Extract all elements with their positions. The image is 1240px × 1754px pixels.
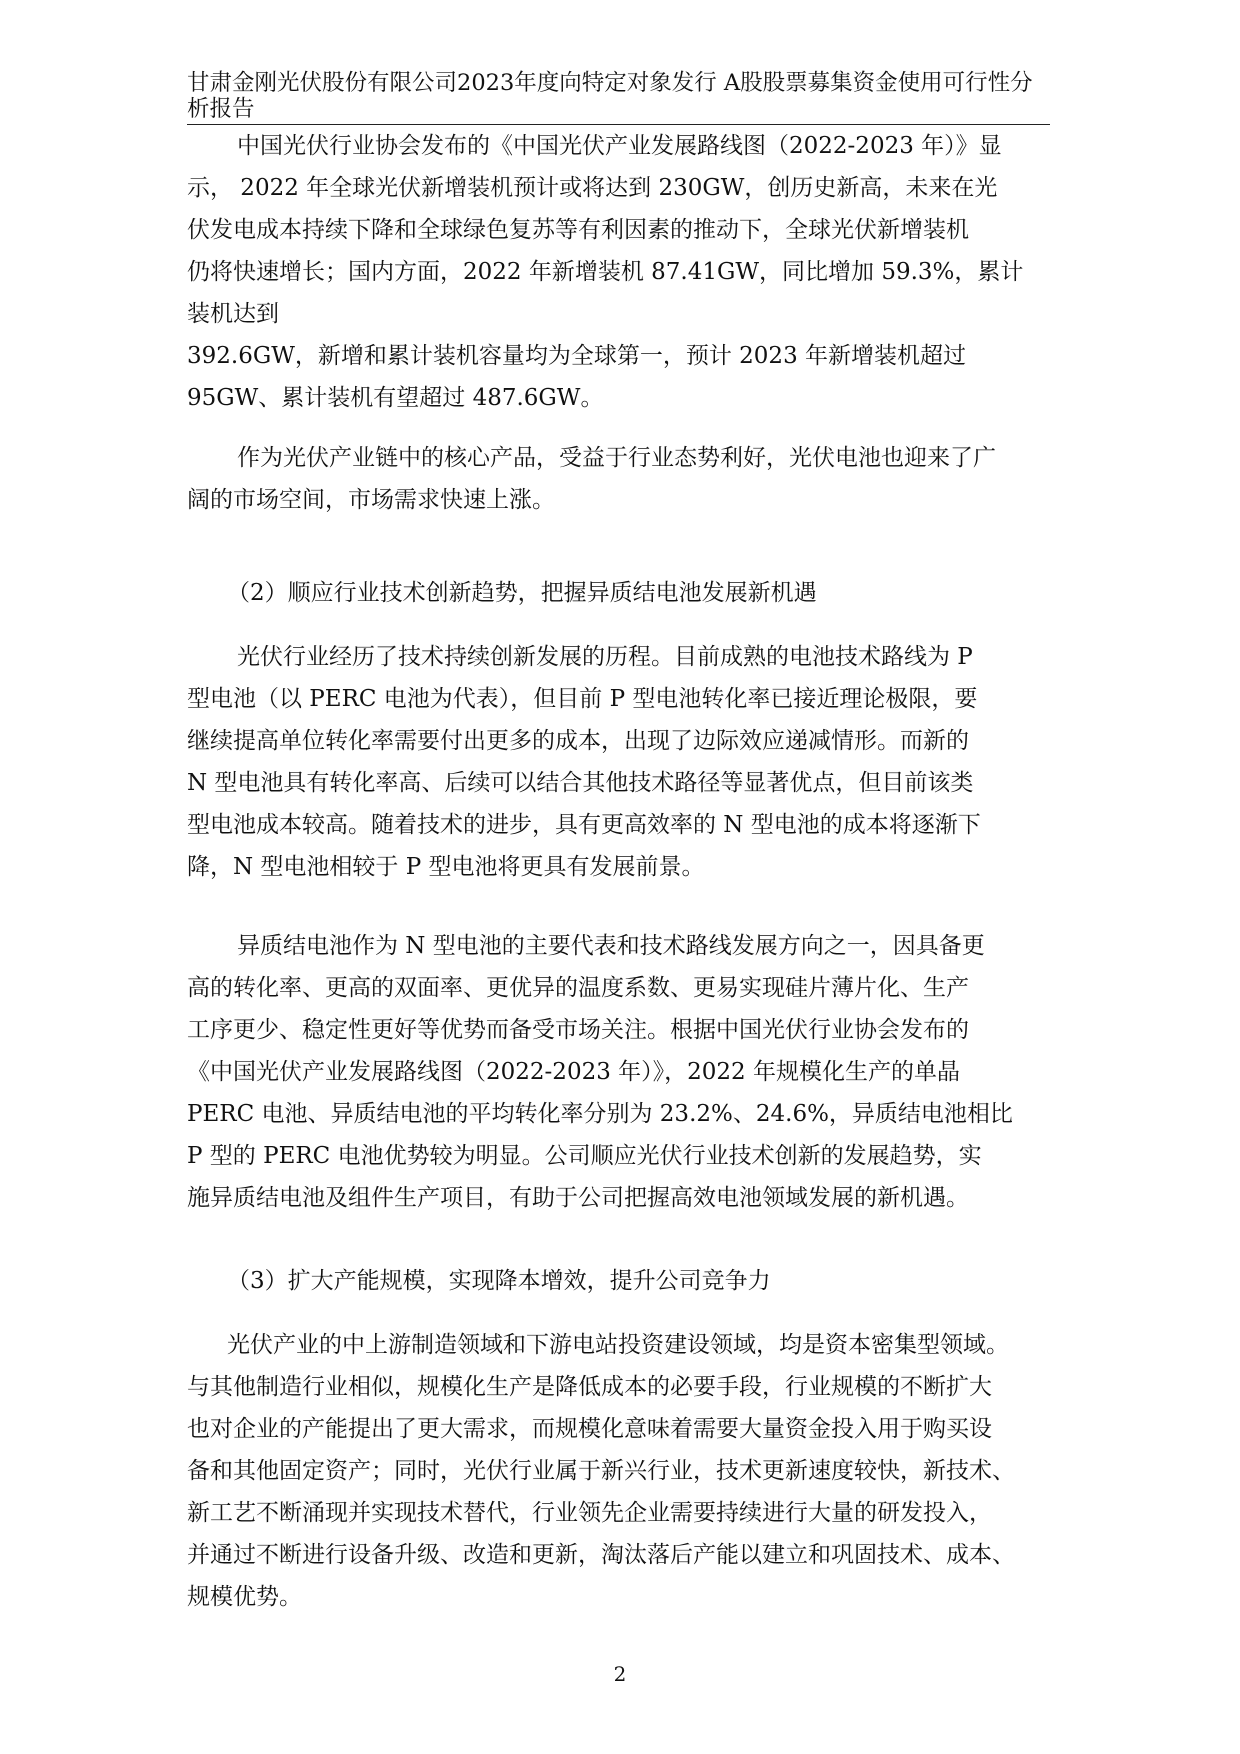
text-line: 施异质结电池及组件生产项目，有助于公司把握高效电池领域发展的新机遇。 (187, 1185, 969, 1211)
text-line: 备和其他固定资产；同时，光伏行业属于新兴行业，技术更新速度较快，新技术、 (187, 1458, 1015, 1484)
text-line: 仍将快速增长；国内方面，2022 年新增装机 87.41GW，同比增加 59.3%，累计 (187, 259, 1024, 285)
text-line: 《中国光伏产业发展路线图（2022-2023 年）》，2022 年规模化生产的单晶 (187, 1059, 960, 1085)
text-line: 降，N 型电池相较于 P 型电池将更具有发展前景。 (187, 854, 705, 880)
text-line: 型电池（以 PERC 电池为代表），但目前 P 型电池转化率已接近理论极限，要 (187, 686, 978, 712)
text-line: 型电池成本较高。随着技术的进步，具有更高效率的 N 型电池的成本将逐渐下 (187, 812, 981, 838)
section-heading-2 (187, 572, 1055, 614)
text-line: 高的转化率、更高的双面率、更优异的温度系数、更易实现硅片薄片化、生产 (187, 975, 969, 1001)
text-line: 作为光伏产业链中的核心产品，受益于行业态势利好，光伏电池也迎来了广 (237, 445, 996, 471)
running-header: 甘肃金刚光伏股份有限公司2023年度向特定对象发行 A股股票募集资金使用可行性分析报告 (187, 70, 1050, 125)
text-line: N 型电池具有转化率高、后续可以结合其他技术路径等显著优点，但目前该类 (187, 770, 974, 796)
page-number: 2 (613, 1662, 627, 1686)
section-heading-3 (187, 1260, 1055, 1302)
text-line: 中国光伏行业协会发布的《中国光伏产业发展路线图（2022-2023 年）》显 (237, 133, 1002, 159)
heading-text: （2）顺应行业技术创新趋势，把握异质结电池发展新机遇 (227, 580, 817, 606)
text-line: 95GW、累计装机有望超过 487.6GW。 (187, 385, 604, 411)
heading-text: （3）扩大产能规模，实现降本增效，提升公司竞争力 (227, 1268, 771, 1294)
text-line: 示， 2022 年全球光伏新增装机预计或将达到 230GW，创历史新高，未来在光 (187, 175, 998, 201)
text-line: 继续提高单位转化率需要付出更多的成本，出现了边际效应递减情形。而新的 (187, 728, 969, 754)
text-line: 也对企业的产能提出了更大需求，而规模化意味着需要大量资金投入用于购买设 (187, 1416, 992, 1442)
text-line: PERC 电池、异质结电池的平均转化率分别为 23.2%、24.6%，异质结电池相比 (187, 1101, 1013, 1127)
text-line: 新工艺不断涌现并实现技术替代，行业领先企业需要持续进行大量的研发投入， (187, 1500, 992, 1526)
text-line: 规模优势。 (187, 1584, 302, 1610)
paragraph-technology-innovation (187, 636, 1055, 888)
text-line: 并通过不断进行设备升级、改造和更新，淘汰落后产能以建立和巩固技术、成本、 (187, 1542, 1015, 1568)
paragraph-pv-cell-demand (187, 437, 1055, 521)
text-line: 装机达到 (187, 301, 279, 327)
text-line: 工序更少、稳定性更好等优势而备受市场关注。根据中国光伏行业协会发布的 (187, 1017, 969, 1043)
text-line: P 型的 PERC 电池优势较为明显。公司顺应光伏行业技术创新的发展趋势，实 (187, 1143, 982, 1169)
paragraph-pv-market-forecast (187, 125, 1055, 419)
text-line: 光伏产业的中上游制造领域和下游电站投资建设领域，均是资本密集型领域。 (227, 1332, 1009, 1358)
text-line: 异质结电池作为 N 型电池的主要代表和技术路线发展方向之一，因具备更 (237, 933, 985, 959)
paragraph-heterojunction-advantages (187, 925, 1055, 1219)
text-line: 伏发电成本持续下降和全球绿色复苏等有利因素的推动下，全球光伏新增装机 (187, 217, 969, 243)
text-line: 392.6GW，新增和累计装机容量均为全球第一，预计 2023 年新增装机超过 (187, 343, 967, 369)
text-line: 阔的市场空间，市场需求快速上涨。 (187, 487, 555, 513)
paragraph-capacity-expansion (187, 1324, 1055, 1618)
text-line: 光伏行业经历了技术持续创新发展的历程。目前成熟的电池技术路线为 P (237, 644, 973, 670)
text-line: 与其他制造行业相似，规模化生产是降低成本的必要手段，行业规模的不断扩大 (187, 1374, 992, 1400)
